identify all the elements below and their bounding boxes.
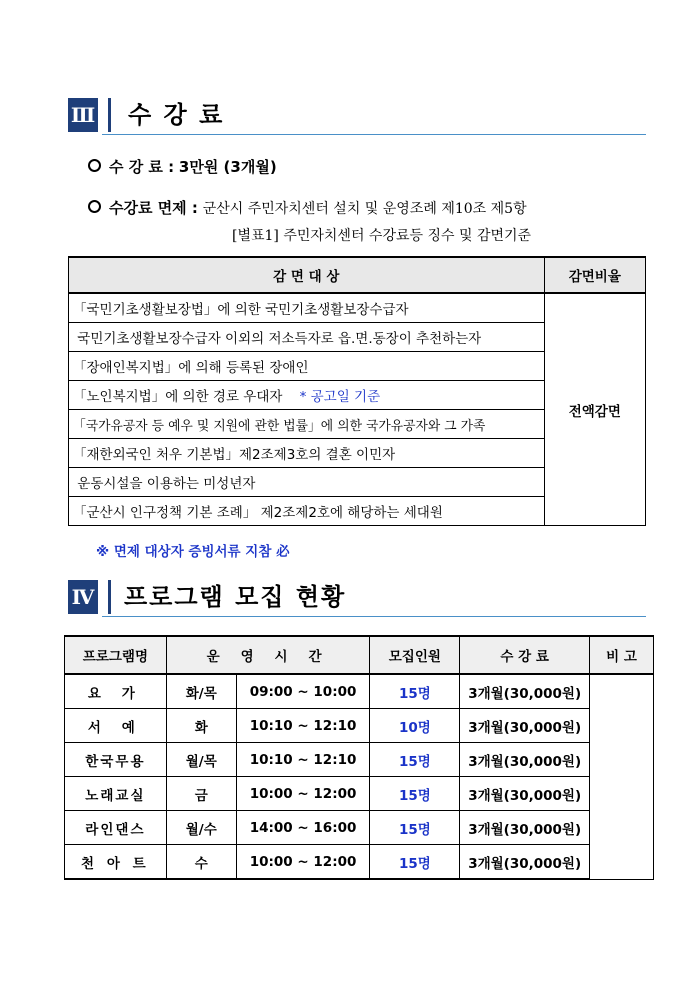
exempt-basis-line2: [별표1] 주민자치센터 수강료등 징수 및 감면기준: [232, 228, 532, 244]
exempt-row: 운동시설을 이용하는 미성년자: [69, 468, 545, 497]
section4-header: [68, 580, 646, 614]
program-time: 10:00 ~ 12:00: [236, 845, 370, 880]
section3-header: [68, 98, 646, 132]
program-count: 10명: [370, 709, 460, 743]
program-fee: 3개월(30,000원): [460, 845, 590, 880]
header-target: 감 면 대 상: [69, 257, 545, 293]
header-remarks: 비 고: [590, 636, 654, 674]
section3-title: 수 강 료: [128, 101, 225, 129]
program-count: 15명: [370, 777, 460, 811]
program-time: 10:10 ~ 12:10: [236, 743, 370, 777]
exempt-row-text: 「노인복지법」에 의한 경로 우대자: [73, 389, 283, 405]
exempt-basis-line1: 군산시 주민자치센터 설치 및 운영조례 제10조 제5항: [202, 201, 527, 217]
program-row: [65, 777, 654, 811]
header-count: 모집인원: [370, 636, 460, 674]
exempt-row: 「국가유공자 등 예우 및 지원에 관한 법률」에 의한 국가유공자와 그 가족: [69, 410, 545, 439]
exemption-table: [68, 256, 646, 526]
exempt-row-seniors: [69, 381, 545, 410]
program-fee: 3개월(30,000원): [460, 674, 590, 709]
fee-line: [88, 157, 277, 177]
announcement-note: * 공고일 기준: [299, 389, 381, 405]
program-count: 15명: [370, 743, 460, 777]
remarks-cell: [590, 674, 654, 879]
exempt-row: 「장애인복지법」에 의해 등록된 장애인: [69, 352, 545, 381]
program-day: 월/수: [166, 811, 236, 845]
program-day: 금: [166, 777, 236, 811]
document-note: ※ 면제 대상자 증빙서류 지참 必: [96, 544, 290, 560]
header-time: 운 영 시 간: [166, 636, 370, 674]
program-day: 화/목: [166, 674, 236, 709]
exempt-row: 국민기초생활보장수급자 이외의 저소득자로 읍.면.동장이 추천하는자: [69, 323, 545, 352]
section3-number: Ⅲ: [68, 98, 98, 132]
program-table: [64, 635, 654, 880]
program-fee: 3개월(30,000원): [460, 811, 590, 845]
header-program: 프로그램명: [65, 636, 167, 674]
header-rate: 감면비율: [544, 257, 645, 293]
exempt-row: 「국민기초생활보장법」에 의한 국민기초생활보장수급자: [69, 293, 545, 323]
exempt-row: 「군산시 인구정책 기본 조례」 제2조제2호에 해당하는 세대원: [69, 497, 545, 526]
program-time: 14:00 ~ 16:00: [236, 811, 370, 845]
exempt-line: [88, 198, 527, 219]
section3-divider: [108, 98, 111, 132]
program-row: [65, 709, 654, 743]
section4-divider: [108, 580, 111, 614]
program-count: 15명: [370, 674, 460, 709]
program-time: 09:00 ~ 10:00: [236, 674, 370, 709]
fee-label: 수 강 료 :: [109, 158, 175, 176]
section4-title: 프로그램 모집 현황: [124, 583, 347, 611]
section4-underline: [102, 616, 646, 617]
header-fee: 수 강 료: [460, 636, 590, 674]
bullet-circle-icon: [88, 200, 101, 213]
fee-value: 3만원 (3개월): [178, 158, 277, 176]
exempt-row: 「재한외국인 처우 기본법」제2조제3호의 결혼 이민자: [69, 439, 545, 468]
program-count: 15명: [370, 811, 460, 845]
program-name: 천 아 트: [65, 845, 167, 880]
program-day: 화: [166, 709, 236, 743]
program-row: [65, 845, 654, 880]
rate-cell: 전액감면: [544, 293, 645, 526]
program-name: 요 가: [65, 674, 167, 709]
program-day: 수: [166, 845, 236, 880]
program-fee: 3개월(30,000원): [460, 709, 590, 743]
program-count: 15명: [370, 845, 460, 880]
program-name: 노래교실: [65, 777, 167, 811]
exempt-label: 수강료 면제 :: [109, 199, 198, 217]
program-row: [65, 674, 654, 709]
program-row: [65, 743, 654, 777]
program-day: 월/목: [166, 743, 236, 777]
program-name: 한국무용: [65, 743, 167, 777]
section3-underline: [102, 134, 646, 135]
program-time: 10:10 ~ 12:10: [236, 709, 370, 743]
bullet-circle-icon: [88, 159, 101, 172]
program-name: 라인댄스: [65, 811, 167, 845]
program-fee: 3개월(30,000원): [460, 743, 590, 777]
program-time: 10:00 ~ 12:00: [236, 777, 370, 811]
program-fee: 3개월(30,000원): [460, 777, 590, 811]
program-name: 서 예: [65, 709, 167, 743]
program-row: [65, 811, 654, 845]
section4-number: Ⅳ: [68, 580, 98, 614]
